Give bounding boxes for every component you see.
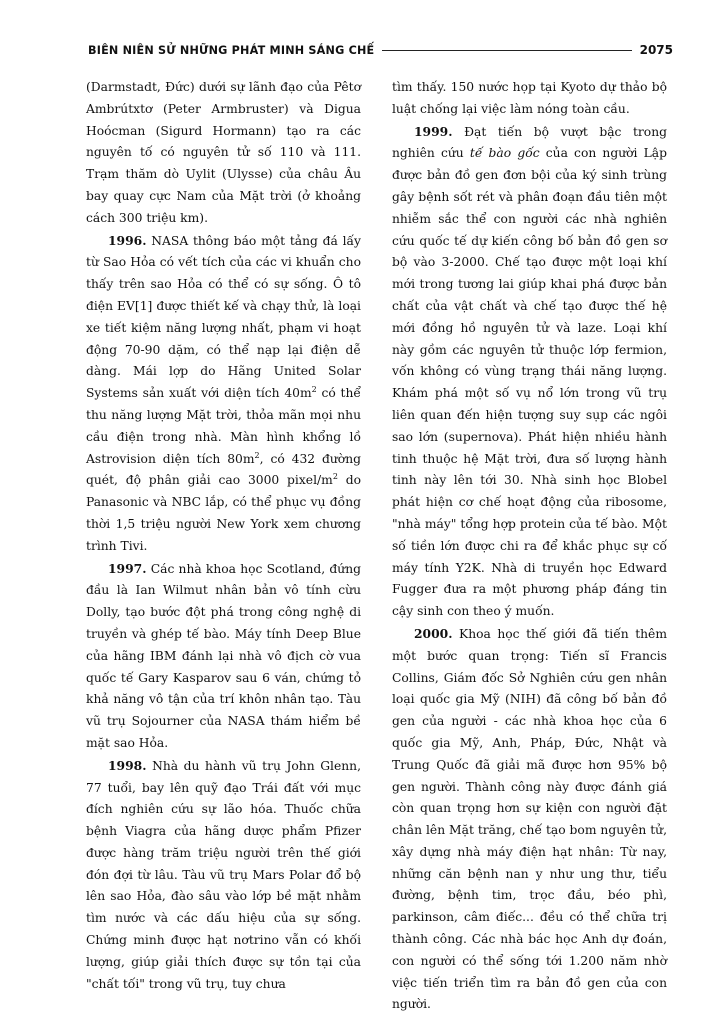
paragraph-text: Khoa học thế giới đã tiến thêm một bước quan trọng: Tiến sĩ Francis Collins, Giám đốc Sở Nghiên cứu gen nhân loại quốc gia Mỹ (NIH) đã công bố bản đồ gen của người - các nhà khoa học của 6 quốc gia Mỹ, Anh, Pháp, Đức, Nhật và Trung Quốc đã giải mã được hơn 95% bộ gen người. Thành công này được đánh giá còn quan trọng hơn sự kiện con người đặt chân lên Mặt trăng, chế tạo bom nguyên tử, xây dựng nhà máy điện hạt nhân: Từ nay, những căn bệnh nan y như ung thư, tiểu đường, bệnh tim, trọc đầu, béo phì, parkinson, câm điếc... đều có thể chữa trị thành công. Các nhà bác học Anh dự đoán, con người có thể sống tới 1.200 năm nhờ việc tiến triển tìm ra bản đồ gen của con người. bbox=[392, 626, 667, 1012]
paragraph-text: có thể thu năng lượng Mặt trời, thỏa mãn mọi nhu cầu điện trong nhà. Màn hình khổng lồ Astrovision diện tích 80m bbox=[86, 386, 361, 466]
paragraph-text: Các nhà khoa học Scotland, đứng đầu là Ian Wilmut nhân bản vô tính cừu Dolly, tạo bước đột phá trong công nghệ di truyền và ghép tế bào. Máy tính Deep Blue của hãng IBM đánh lại nhà vô địch cờ vua quốc tế Gary Kasparov sau 6 ván, chứng tỏ khả năng vô tận của trí khôn nhân tạo. Tàu vũ trụ Sojourner của NASA thám hiểm bề mặt sao Hỏa. bbox=[86, 561, 361, 750]
paragraph-text: của con người Lập được bản đồ gen đơn bội của ký sinh trùng gây bệnh sốt rét và phân đoạn đầu tiên một nhiễm sắc thể con người các nhà nghiên cứu quốc tế dự kiến công bố bản đồ gen sơ bộ vào 3-2000. Chế tạo được một loại khí mới trong tương lai giúp khai phá được bản chất của vật chất và chế tạo được thế hệ mới đồng hồ nguyên tử và laze. Loại khí này gồm các nguyên tử thuộc lớp fermion, vốn không có vùng trạng thái năng lượng. Khám phá một số vụ nổ lớn trong vũ trụ liên quan đến hiện tượng suy sụp các ngôi sao lớn (supernova). Phát hiện nhiều hành tinh thuộc hệ Mặt trời, đưa số lượng hành tinh này lên tới 30. Nhà sinh học Blobel phát hiện cơ chế hoạt động của ribosome, "nhà máy" tổng hợp protein của tế bào. Một số tiền lớn được chi ra để khắc phục sự cố máy tính Y2K. Nhà di truyền học Edward Fugger đưa ra một phương pháp đáng tin cậy sinh con theo ý muốn. bbox=[392, 146, 668, 619]
paragraph-1997 bbox=[86, 558, 361, 755]
year-label: 1997. bbox=[108, 560, 147, 576]
paragraph-continued: tìm thấy. 150 nước họp tại Kyoto dự thảo bộ luật chống lại việc làm nóng toàn cầu. bbox=[392, 80, 667, 116]
superscript: 2 bbox=[254, 450, 260, 460]
paragraph-1998 bbox=[86, 755, 361, 996]
superscript: 2 bbox=[332, 472, 338, 482]
header-rule bbox=[382, 50, 631, 51]
year-label: 1998. bbox=[108, 757, 147, 773]
page-header bbox=[88, 40, 673, 60]
paragraph-1996 bbox=[86, 230, 361, 558]
year-label: 2000. bbox=[414, 625, 453, 641]
running-title: BIÊN NIÊN SỬ NHỮNG PHÁT MINH SÁNG CHẾ bbox=[88, 43, 375, 57]
paragraph-text: , có 432 đường quét, độ phân giải cao 3000 pixel/m bbox=[86, 451, 361, 488]
paragraph-text: do Panasonic và NBC lắp, có thể phục vụ đồng thời 1,5 triệu người New York xem chương trình Tivi. bbox=[86, 473, 361, 553]
year-label: 1996. bbox=[108, 232, 147, 248]
paragraph-text: Đạt tiến bộ vượt bậc trong nghiên cứu bbox=[392, 124, 667, 161]
paragraph-1999 bbox=[392, 121, 667, 623]
paragraph-continued: (Darmstadt, Đức) dưới sự lãnh đạo của Pêtơ Ambrútxtơ (Peter Armbruster) và Digua Hoócman (Sigurd Hormann) tạo ra các nguyên tố có nguyên tử số 110 và 111. Trạm thăm dò Uylit (Ulysse) của châu Âu bay quay cực Nam của Mặt trời (ở khoảng cách 300 triệu km). bbox=[86, 80, 361, 225]
right-column bbox=[392, 77, 667, 1016]
superscript: 2 bbox=[311, 385, 317, 395]
left-column bbox=[86, 77, 361, 995]
page-number: 2075 bbox=[639, 43, 673, 57]
year-label: 1999. bbox=[414, 123, 453, 139]
paragraph-text: NASA thông báo một tảng đá lấy từ Sao Hỏa có vết tích của các vi khuẩn cho thấy trên sao Hỏa có thể có sự sống. Ô tô điện EV[1] được thiết kế và chạy thử, là loại xe tiết kiệm năng lượng nhất, phạm vi hoạt động 70-90 dặm, có thể nạp lại điện dễ dàng. Mái lợp do Hãng United Solar Systems sản xuất với diện tích 40m bbox=[86, 233, 361, 401]
paragraph-2000 bbox=[392, 623, 667, 1016]
italic-term: tế bào gốc bbox=[469, 146, 540, 161]
paragraph-text: Nhà du hành vũ trụ John Glenn, 77 tuổi, bay lên quỹ đạo Trái đất với mục đích nghiên cứu sự lão hóa. Thuốc chữa bệnh Viagra của hãng dược phẩm Pfizer được hàng trăm triệu người trên thế giới đón đợi từ lâu. Tàu vũ trụ Mars Polar đổ bộ lên sao Hỏa, đào sâu vào lớp bề mặt nhằm tìm nước và các dấu hiệu của sự sống. Chứng minh được hạt nơtrino vẫn có khối lượng, giúp giải thích được sự tồn tại của "chất tối" trong vũ trụ, tuy chưa bbox=[86, 758, 361, 991]
